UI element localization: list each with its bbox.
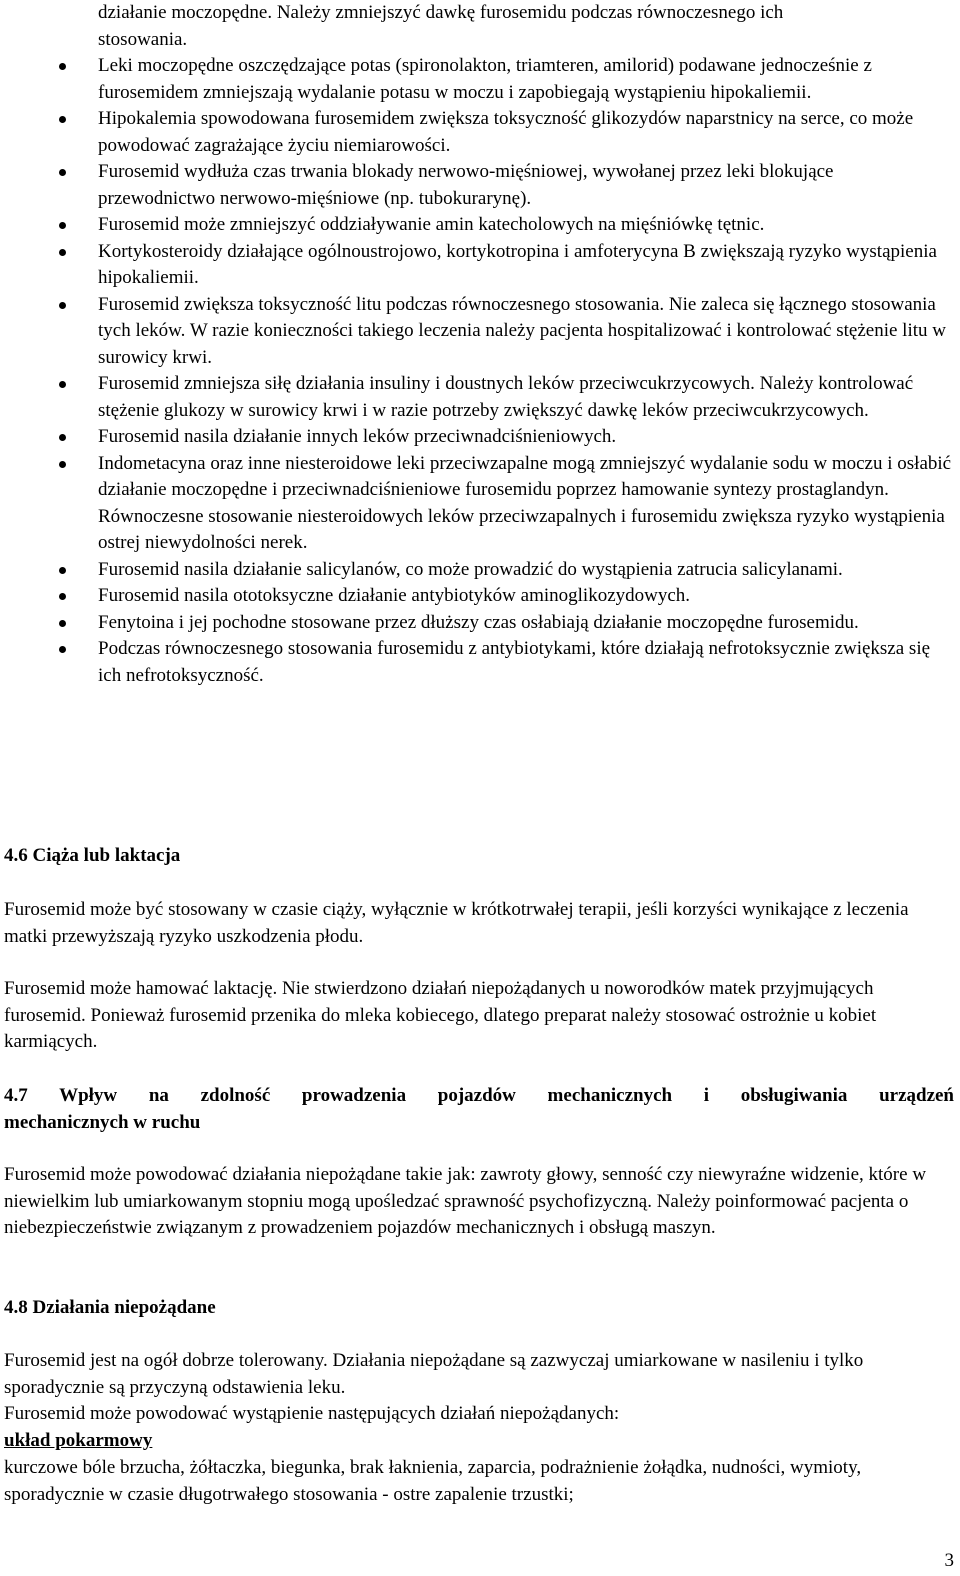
- list-item-text: Furosemid może zmniejszyć oddziaływanie amin katecholowych na mięśniówkę tętnic.: [98, 214, 765, 235]
- bullet-icon: [59, 646, 66, 653]
- list-item-text: Hipokalemia spowodowana furosemidem zwiększa toksyczność glikozydów naparstnicy na serce, co może powodować zagrażające życiu niemiarowości.: [98, 108, 914, 156]
- bullet-icon: [59, 249, 66, 256]
- list-item-text: Furosemid wydłuża czas trwania blokady nerwowo-mięśniowej, wywołanej przez leki blokujące przewodnictwo nerwowo-mięśniowe (np. tubokurarynę).: [98, 161, 834, 209]
- section-4-7-heading: [4, 1083, 954, 1136]
- list-item-text: Leki moczopędne oszczędzające potas (spironolakton, triamteren, amilorid) podawane jednocześnie z furosemidem zmniejszają wydalanie potasu w moczu i zapobiegają wystąpieniu hipokaliemii.: [98, 55, 872, 103]
- section-4-8-heading: 4.8 Działania niepożądane: [4, 1297, 216, 1318]
- bullet-icon: [59, 116, 66, 123]
- list-item-text: Fenytoina i jej pochodne stosowane przez dłuższy czas osłabiają działanie moczopędne furosemidu.: [98, 611, 859, 633]
- list-item: [0, 371, 952, 424]
- intro-continuation: [0, 0, 952, 53]
- list-item: [0, 159, 952, 212]
- section-4-8-paragraph-2: Furosemid może powodować wystąpienie następujących działań niepożądanych:: [4, 1403, 620, 1424]
- list-item: [0, 557, 952, 584]
- bullet-icon: [59, 434, 66, 441]
- list-item-text: Furosemid zwiększa toksyczność litu podczas równoczesnego stosowania. Nie zaleca się łącznego stosowania tych leków. W razie konieczności takiego leczenia należy pacjenta hospitalizować i kontrolować stężenie litu w surowicy krwi.: [98, 293, 946, 368]
- section-4-8-paragraph-1: Furosemid jest na ogół dobrze tolerowany. Działania niepożądane są zazwyczaj umiarkowane w nasileniu i tylko sporadycznie są przyczyną odstawienia leku.: [4, 1350, 864, 1398]
- list-item: [0, 53, 952, 106]
- intro-line-2: stosowania.: [98, 28, 188, 50]
- list-item: [0, 636, 952, 689]
- section-4-8-subheading: układ pokarmowy: [4, 1430, 153, 1451]
- section-4-6-paragraph-1: Furosemid może być stosowany w czasie ciąży, wyłącznie w krótkotrwałej terapii, jeśli korzyści wynikające z leczenia matki przewyższają ryzyko uszkodzenia płodu.: [4, 899, 909, 947]
- intro-line-1: działanie moczopędne. Należy zmniejszyć dawkę furosemidu podczas równoczesnego ich: [98, 2, 784, 23]
- section-4-7-paragraph: Furosemid może powodować działania niepożądane takie jak: zawroty głowy, senność czy niewyraźne widzenie, które w niewielkim lub umiarkowanym stopniu mogą upośledzać sprawność psychofizyczną. Należy poinformować pacjenta o niebezpieczeństwie związanym z prowadzeniem pojazdów mechanicznych i obsługą maszyn.: [4, 1164, 927, 1238]
- bullet-icon: [59, 63, 66, 70]
- list-item-text: Furosemid nasila działanie salicylanów, co może prowadzić do wystąpienia zatrucia salicylanami.: [98, 558, 843, 580]
- list-item: [0, 106, 952, 159]
- list-item-text: Indometacyna oraz inne niesteroidowe leki przeciwzapalne mogą zmniejszyć wydalanie sodu w moczu i osłabić działanie moczopędne i przeciwnadciśnieniowe furosemidu poprzez hamowanie syntezy prostaglandyn. Równoczesne stosowanie niesteroidowych leków przeciwzapalnych i furosemidu zwiększa ryzyko wystąpienia ostrej niewydolności nerek.: [98, 452, 952, 553]
- section-4-6-paragraph-2: Furosemid może hamować laktację. Nie stwierdzono działań niepożądanych u noworodków matek przyjmujących furosemid. Ponieważ furosemid przenika do mleka kobiecego, dlatego preparat należy stosować ostrożnie u kobiet karmiących.: [4, 978, 877, 1052]
- interactions-list: [0, 0, 952, 689]
- section-4-7-heading-line-2: mechanicznych w ruchu: [4, 1111, 201, 1133]
- list-item: [0, 610, 952, 637]
- list-item: [0, 292, 952, 372]
- list-item-text: Furosemid nasila ototoksyczne działanie antybiotyków aminoglikozydowych.: [98, 585, 691, 606]
- list-item: [0, 424, 952, 451]
- bullet-icon: [59, 381, 66, 388]
- list-item: [0, 451, 952, 557]
- section-4-7-heading-line-1: 4.7 Wpływ na zdolność prowadzenia pojazdów mechanicznych i obsługiwania urządzeń: [4, 1085, 954, 1106]
- bullet-icon: [59, 169, 66, 176]
- bullet-icon: [59, 461, 66, 468]
- bullet-icon: [59, 567, 66, 574]
- list-item-text: Furosemid zmniejsza siłę działania insuliny i doustnych leków przeciwcukrzycowych. Należy kontrolować stężenie glukozy w surowicy krwi i w razie potrzeby zwiększyć dawkę leków przeciwcukrzycowych.: [98, 373, 914, 421]
- bullet-icon: [59, 222, 66, 229]
- list-item: [0, 212, 952, 239]
- list-item: [0, 583, 952, 610]
- bullet-icon: [59, 593, 66, 600]
- list-item-text: Podczas równoczesnego stosowania furosemidu z antybiotykami, które działają nefrotoksycznie zwiększa się ich nefrotoksyczność.: [98, 638, 931, 686]
- bullet-icon: [59, 620, 66, 627]
- section-4-6-heading: 4.6 Ciąża lub laktacja: [4, 845, 181, 866]
- list-item-text: Furosemid nasila działanie innych leków przeciwnadciśnieniowych.: [98, 426, 617, 447]
- list-item: [0, 239, 952, 292]
- page-number: 3: [944, 1550, 954, 1571]
- section-4-8-paragraph-3: kurczowe bóle brzucha, żółtaczka, biegunka, brak łaknienia, zaparcia, podrażnienie żołądka, nudności, wymioty, sporadycznie w czasie długotrwałego stosowania - ostre zapalenie trzustki;: [4, 1457, 862, 1505]
- list-item-text: Kortykosteroidy działające ogólnoustrojowo, kortykotropina i amfoterycyna B zwiększają ryzyko wystąpienia hipokaliemii.: [98, 240, 937, 288]
- bullet-icon: [59, 302, 66, 309]
